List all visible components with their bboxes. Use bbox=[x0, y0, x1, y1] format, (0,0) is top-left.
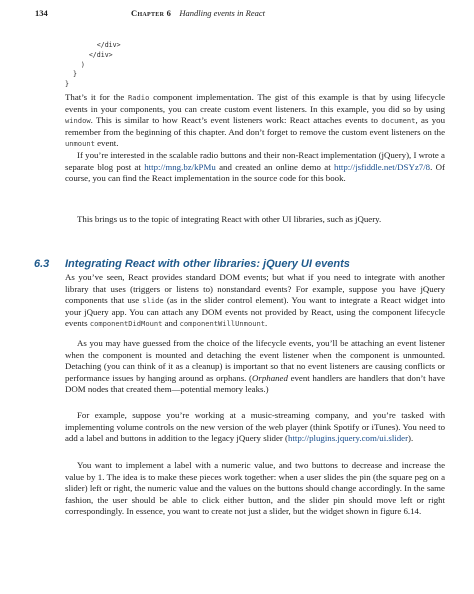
section-number: 6.3 bbox=[34, 258, 50, 270]
chapter-title: Handling events in React bbox=[179, 8, 266, 18]
inline-code: componentWillUnmount bbox=[179, 319, 266, 328]
jsfiddle-demo-link[interactable]: http://jsfiddle.net/DSYz7/8 bbox=[334, 161, 431, 172]
paragraph: As you may have guessed from the choice of the lifecycle events, you’ll be attaching an event listener when the component is mounted and detaching the event listener when the component is unmounted. Detaching (you can think of it as a cleanup) is important so that no event listeners are causing conflicts or performance issues by hanging around as orphans. (Orphaned event handlers are handlers that don’t have DOM nodes that created them—potential memory leaks.) bbox=[65, 338, 446, 394]
running-head bbox=[131, 8, 265, 18]
code-line: ) bbox=[65, 61, 85, 69]
paragraph: That’s it for the Radio component implementation. The gist of this example is that by using lifecycle events in your components, you can create custom event listeners. In this example, you did so by using window. This is similar to how React’s event listeners work: React attaches events to document, as you remember from the beginning of this chapter. And don’t forget to remove the custom event listeners on the unmount event. bbox=[65, 92, 446, 148]
paragraph: You want to implement a label with a numeric value, and two buttons to decrease and increase the value by 1. The idea is to make these pieces work together: when a user slides the pin (the square peg on a slider) left or right, the numeric value and the values on the buttons should change accordingly. In the same fashion, the user should be able to click either button, and the slider pin should move left or right correspondingly. In essence, you want to create not just a slider, but the widget shown in figure 6.14. bbox=[65, 460, 445, 516]
chapter-label: Chapter 6 bbox=[131, 8, 172, 18]
inline-code: componentDidMount bbox=[89, 319, 163, 328]
emphasis: Orphaned bbox=[252, 372, 288, 383]
inline-code: window bbox=[65, 116, 91, 125]
inline-code: unmount bbox=[65, 139, 95, 148]
jquery-slider-link[interactable]: http://plugins.jquery.com/ui.slider bbox=[288, 433, 409, 443]
blog-post-link[interactable]: http://mng.bz/kPMu bbox=[144, 161, 216, 172]
inline-code: Radio bbox=[128, 93, 150, 102]
code-line: } bbox=[65, 80, 69, 88]
inline-code: document bbox=[381, 116, 416, 125]
code-line: </div> bbox=[65, 41, 121, 49]
code-line: } bbox=[65, 70, 77, 78]
paragraph: If you’re interested in the scalable radio buttons and their non-React implementation (jQuery), I wrote a separate blog post at http://mng.bz/kPMu and created an online demo at http://jsfiddle.net/DSYz7/8. Of course, you can find the React implementation in the source code for this book. bbox=[65, 150, 445, 183]
paragraph: As you’ve seen, React provides standard DOM events; but what if you need to integrate with another library that uses (triggers or listens to) nonstandard events? For example, suppose you have jQuery components that use slide (as in the slider control element). You want to integrate a React widget into your jQuery app. You can attach any DOM events not provided by React, using the component lifecycle events componentDidMount and componentWillUnmount. bbox=[65, 272, 446, 328]
paragraph: For example, suppose you’re working at a music-streaming company, and you’re tasked with implementing volume controls on the new version of the web player (think Spotify or iTunes). You need to add a label and buttons in addition to the legacy jQuery slider (http://plugins.jquery.com/ui.slider). bbox=[65, 410, 445, 443]
page-number: 134 bbox=[35, 8, 48, 18]
section-heading: Integrating React with other libraries: jQuery UI events bbox=[65, 258, 350, 270]
code-line: </div> bbox=[65, 51, 113, 59]
running-header bbox=[35, 8, 440, 22]
paragraph: This brings us to the topic of integrating React with other UI libraries, such as jQuery. bbox=[77, 214, 382, 224]
inline-code: slide bbox=[142, 296, 164, 305]
